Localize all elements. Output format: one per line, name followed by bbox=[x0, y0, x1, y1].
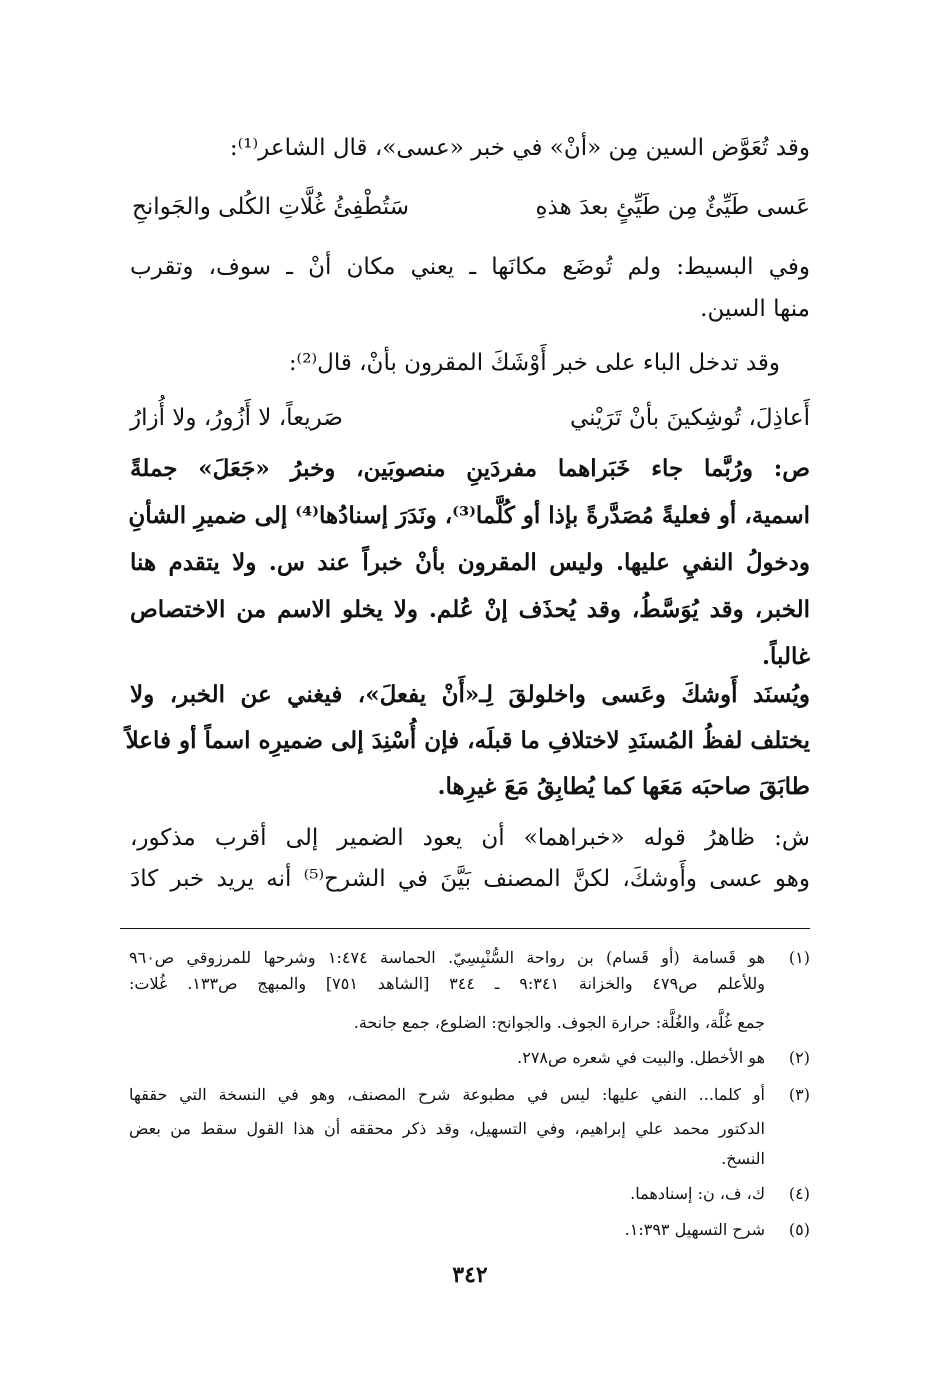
matn-line: يختلف لفظُ المُسنَدِ لاختلافِ ما قبلَه، فإن أُسْنِدَ إلى ضميرِه اسماً أو فاعلاً bbox=[125, 727, 810, 754]
matn-line: طابَقَ صاحبَه مَعَها كما يُطابِقُ مَعَ غيرِها. bbox=[437, 773, 810, 800]
footnote-line: هو الأخطل. والبيت في شعره ص٢٧٨. bbox=[517, 1048, 765, 1067]
matn-line: ويُسنَد أَوشكَ وعَسى واخلولقَ لِـ«أَنْ يفعلَ»، فيغني عن الخبر، ولا bbox=[130, 681, 810, 708]
verse-hemistich-second: صَريعاً، لا أَزُورُ، ولا أُزارُ bbox=[130, 405, 343, 431]
footnote-line: أو كلما... النفي عليها: ليس في مطبوعة شرح المصنف، وهو في النسخة التي حققها bbox=[129, 1085, 765, 1104]
footnote-line: ك، ف، ن: إسنادهما. bbox=[630, 1184, 765, 1203]
footnote-line: جمع غُلَّة، والغُلَّة: حرارة الجوف. والجوانح: الضلوع، جمع جانحة. bbox=[353, 1013, 765, 1032]
paragraph-line: وقد تُعَوَّض السين مِن «أنْ» في خبر «عسى»، قال الشاعر⁽¹⁾: bbox=[229, 135, 810, 161]
sharh-line: ش: ظاهرُ قوله «خبراهما» أن يعود الضمير إلى أقرب مذكور، bbox=[130, 825, 810, 851]
paragraph-line: وقد تدخل الباء على خبر أَوْشَكَ المقرون بأنْ، قال⁽²⁾: bbox=[288, 350, 780, 376]
footnote-number: (٢) bbox=[788, 1048, 810, 1067]
matn-line: ص: ورُبَّما جاء خَبَراهما مفردَينِ منصوبَين، وخبرُ «جَعَلَ» جملةً bbox=[130, 455, 810, 482]
verse-hemistich-first: أَعاذِلَ، تُوشِكينَ بأنْ تَرَيْني bbox=[569, 405, 810, 431]
sharh-line: وهو عسى وأَوشكَ، لكنَّ المصنف بَيَّنَ في الشرح⁽⁵⁾ أنه يريد خبر كادَ bbox=[130, 866, 810, 892]
footnote-line: النسخ. bbox=[721, 1149, 765, 1168]
verse-hemistich-second: سَتُطْفِئُ غُلَّاتِ الكُلى والجَوانحِ bbox=[132, 194, 409, 220]
verse-hemistich-first: عَسى طَيِّئٌ مِن طَيِّئٍ بعدَ هذهِ bbox=[535, 194, 810, 220]
matn-line: غالباً. bbox=[762, 643, 810, 670]
footnote-line: وللأعلم ص٤٧٩ والخزانة ٩:٣٤١ ـ ٣٤٤ [الشاهد ٧٥١] والمبهج ص١٣٣. غُلات: bbox=[129, 974, 766, 993]
matn-line: الخبر، وقد يُوَسَّطُ، وقد يُحذَف إنْ عُلم. ولا يخلو الاسم من الاختصاص bbox=[130, 596, 810, 623]
footnote-line: هو قَسامة (أو قَسام) بن رواحة السُّنْبِسِيّ. الحماسة ١:٤٧٤ وشرحها للمرزوقي ص٩٦٠ bbox=[129, 948, 766, 967]
page-number: ٣٤٢ bbox=[452, 1262, 488, 1288]
footnote-separator bbox=[120, 928, 810, 929]
footnote-number: (٤) bbox=[788, 1184, 810, 1203]
footnote-line: شرح التسهيل ١:٣٩٣. bbox=[624, 1220, 765, 1239]
footnote-number: (٥) bbox=[788, 1220, 810, 1239]
matn-line: ودخولُ النفيِ عليها. وليس المقرون بأنْ خبراً عند س. ولا يتقدم هنا bbox=[130, 549, 810, 576]
paragraph-line: منها السين. bbox=[700, 296, 810, 322]
footnote-line: الدكتور محمد علي إبراهيم، وفي التسهيل، وقد ذكر محققه أن هذا القول سقط من بعض bbox=[129, 1119, 765, 1138]
matn-line: اسمية، أو فعليةً مُصَدَّرةً بإذا أو كُلَّما⁽³⁾، ونَدَرَ إسنادُها⁽⁴⁾ إلى ضميرِ الشأنِ bbox=[128, 502, 810, 529]
footnote-number: (١) bbox=[788, 948, 810, 967]
paragraph-line: وفي البسيط: ولم تُوضَع مكانَها ـ يعني مكان أنْ ـ سوف، وتقرب bbox=[130, 254, 810, 280]
footnote-number: (٣) bbox=[788, 1085, 810, 1104]
